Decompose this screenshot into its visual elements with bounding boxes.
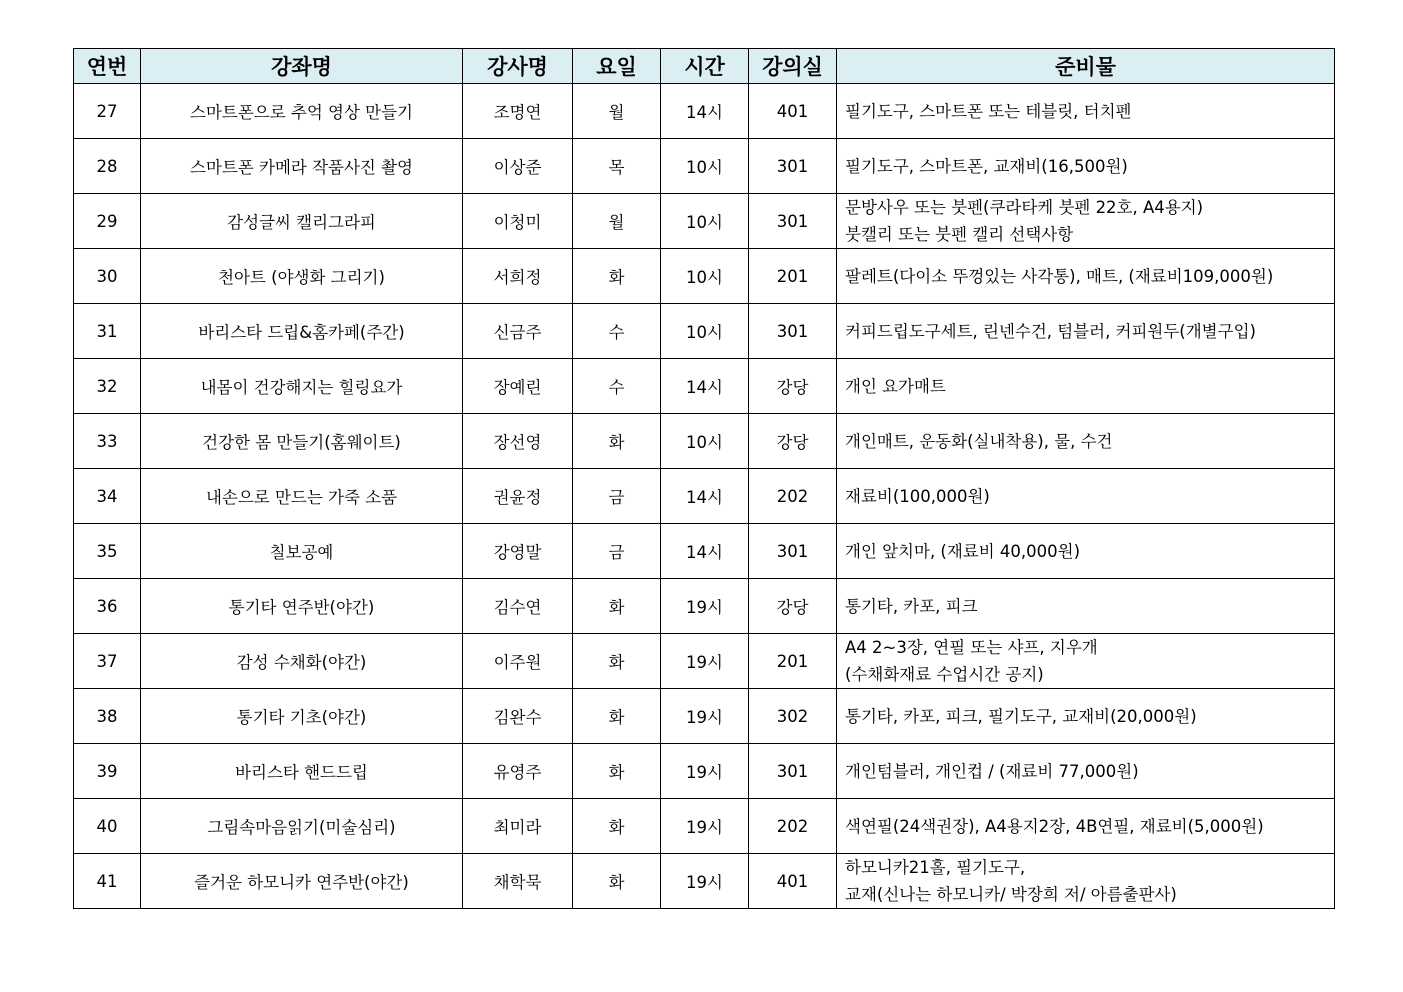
cell-room: 강당 (749, 579, 837, 634)
cell-day: 화 (573, 744, 661, 799)
cell-instructor: 강영말 (463, 524, 573, 579)
cell-instructor: 조명연 (463, 84, 573, 139)
table-row (74, 634, 1335, 689)
table-body (74, 84, 1335, 909)
table-row (74, 744, 1335, 799)
cell-day: 화 (573, 854, 661, 909)
cell-instructor: 채학묵 (463, 854, 573, 909)
cell-instructor: 김완수 (463, 689, 573, 744)
cell-time: 19시 (661, 854, 749, 909)
table-row (74, 689, 1335, 744)
header-room: 강의실 (749, 49, 837, 84)
cell-room: 301 (749, 194, 837, 249)
cell-no: 29 (74, 194, 141, 249)
table-row (74, 799, 1335, 854)
materials-line: 통기타, 카포, 피크 (845, 596, 978, 616)
table-row (74, 854, 1335, 909)
table-row (74, 524, 1335, 579)
cell-instructor: 이청미 (463, 194, 573, 249)
materials-line: 교재(신나는 하모니카/ 박장희 저/ 아름출판사) (845, 885, 1177, 904)
cell-room: 301 (749, 524, 837, 579)
materials-line: 개인텀블러, 개인컵 / (재료비 77,000원) (845, 761, 1139, 781)
cell-day: 화 (573, 579, 661, 634)
cell-day: 수 (573, 304, 661, 359)
header-instructor: 강사명 (463, 49, 573, 84)
cell-course: 바리스타 드립&홈카페(주간) (141, 304, 463, 359)
materials-line: A4 2~3장, 연필 또는 샤프, 지우개 (845, 638, 1098, 657)
cell-no: 38 (74, 689, 141, 744)
header-no: 연번 (74, 49, 141, 84)
table-row (74, 194, 1335, 249)
cell-no: 33 (74, 414, 141, 469)
cell-time: 19시 (661, 689, 749, 744)
cell-instructor: 유영주 (463, 744, 573, 799)
cell-course: 감성글씨 캘리그라피 (141, 194, 463, 249)
cell-no: 36 (74, 579, 141, 634)
cell-instructor: 서희정 (463, 249, 573, 304)
table-row (74, 469, 1335, 524)
table-row (74, 579, 1335, 634)
materials-line: 문방사우 또는 붓펜(쿠라타케 붓펜 22호, A4용지) (845, 198, 1204, 217)
cell-materials (837, 359, 1335, 414)
materials-line: (수채화재료 수업시간 공지) (845, 665, 1044, 684)
cell-time: 10시 (661, 139, 749, 194)
materials-line: 하모니카21홀, 필기도구, (845, 858, 1026, 877)
cell-day: 화 (573, 249, 661, 304)
materials-line: 재료비(100,000원) (845, 486, 990, 506)
cell-materials (837, 304, 1335, 359)
cell-room: 301 (749, 744, 837, 799)
cell-time: 10시 (661, 414, 749, 469)
cell-materials (837, 414, 1335, 469)
cell-day: 화 (573, 414, 661, 469)
cell-time: 14시 (661, 524, 749, 579)
materials-line: 개인 요가매트 (845, 376, 946, 396)
materials-line: 팔레트(다이소 뚜껑있는 사각통), 매트, (재료비109,000원) (845, 266, 1274, 286)
cell-day: 금 (573, 524, 661, 579)
cell-room: 401 (749, 854, 837, 909)
cell-room: 201 (749, 249, 837, 304)
header-course: 강좌명 (141, 49, 463, 84)
cell-course: 즐거운 하모니카 연주반(야간) (141, 854, 463, 909)
materials-line: 붓캘리 또는 붓펜 캘리 선택사항 (845, 225, 1074, 244)
cell-materials (837, 249, 1335, 304)
cell-instructor: 장선영 (463, 414, 573, 469)
cell-instructor: 최미라 (463, 799, 573, 854)
cell-time: 10시 (661, 249, 749, 304)
cell-day: 화 (573, 689, 661, 744)
cell-no: 37 (74, 634, 141, 689)
cell-day: 목 (573, 139, 661, 194)
cell-materials (837, 194, 1335, 249)
header-row (74, 49, 1335, 84)
table-row (74, 249, 1335, 304)
materials-line: 필기도구, 스마트폰, 교재비(16,500원) (845, 156, 1128, 176)
cell-room: 401 (749, 84, 837, 139)
cell-room: 강당 (749, 359, 837, 414)
materials-line: 통기타, 카포, 피크, 필기도구, 교재비(20,000원) (845, 706, 1197, 726)
cell-room: 201 (749, 634, 837, 689)
cell-instructor: 권윤정 (463, 469, 573, 524)
materials-line: 커피드립도구세트, 린넨수건, 텀블러, 커피원두(개별구입) (845, 321, 1256, 341)
cell-course: 내손으로 만드는 가죽 소품 (141, 469, 463, 524)
cell-instructor: 이상준 (463, 139, 573, 194)
cell-time: 19시 (661, 634, 749, 689)
cell-course: 감성 수채화(야간) (141, 634, 463, 689)
cell-no: 34 (74, 469, 141, 524)
cell-instructor: 장예린 (463, 359, 573, 414)
cell-day: 월 (573, 84, 661, 139)
materials-line: 필기도구, 스마트폰 또는 테블릿, 터치펜 (845, 101, 1132, 121)
table-row (74, 84, 1335, 139)
cell-no: 30 (74, 249, 141, 304)
cell-course: 그림속마음읽기(미술심리) (141, 799, 463, 854)
cell-room: 302 (749, 689, 837, 744)
cell-course: 천아트 (야생화 그리기) (141, 249, 463, 304)
cell-time: 10시 (661, 194, 749, 249)
cell-instructor: 신금주 (463, 304, 573, 359)
cell-materials (837, 799, 1335, 854)
cell-day: 월 (573, 194, 661, 249)
header-materials: 준비물 (837, 49, 1335, 84)
cell-materials (837, 84, 1335, 139)
cell-no: 41 (74, 854, 141, 909)
cell-room: 202 (749, 469, 837, 524)
materials-line: 색연필(24색권장), A4용지2장, 4B연필, 재료비(5,000원) (845, 816, 1264, 836)
table-row (74, 359, 1335, 414)
cell-day: 수 (573, 359, 661, 414)
cell-no: 40 (74, 799, 141, 854)
cell-day: 금 (573, 469, 661, 524)
cell-time: 14시 (661, 84, 749, 139)
cell-no: 28 (74, 139, 141, 194)
cell-course: 통기타 기초(야간) (141, 689, 463, 744)
cell-materials (837, 854, 1335, 909)
header-time: 시간 (661, 49, 749, 84)
cell-room: 301 (749, 304, 837, 359)
materials-line: 개인 앞치마, (재료비 40,000원) (845, 541, 1081, 561)
cell-room: 301 (749, 139, 837, 194)
table-row (74, 304, 1335, 359)
cell-time: 19시 (661, 799, 749, 854)
cell-materials (837, 139, 1335, 194)
table-row (74, 414, 1335, 469)
cell-materials (837, 579, 1335, 634)
table-row (74, 139, 1335, 194)
cell-time: 19시 (661, 744, 749, 799)
cell-materials (837, 469, 1335, 524)
cell-no: 39 (74, 744, 141, 799)
course-schedule-table (73, 48, 1335, 909)
cell-materials (837, 524, 1335, 579)
cell-time: 14시 (661, 469, 749, 524)
cell-course: 스마트폰으로 추억 영상 만들기 (141, 84, 463, 139)
cell-no: 27 (74, 84, 141, 139)
cell-course: 칠보공예 (141, 524, 463, 579)
cell-course: 스마트폰 카메라 작품사진 촬영 (141, 139, 463, 194)
cell-course: 내몸이 건강해지는 힐링요가 (141, 359, 463, 414)
cell-room: 강당 (749, 414, 837, 469)
cell-instructor: 김수연 (463, 579, 573, 634)
cell-no: 32 (74, 359, 141, 414)
cell-materials (837, 744, 1335, 799)
cell-no: 35 (74, 524, 141, 579)
cell-course: 건강한 몸 만들기(홈웨이트) (141, 414, 463, 469)
cell-course: 바리스타 핸드드립 (141, 744, 463, 799)
cell-course: 통기타 연주반(야간) (141, 579, 463, 634)
cell-time: 10시 (661, 304, 749, 359)
header-day: 요일 (573, 49, 661, 84)
cell-no: 31 (74, 304, 141, 359)
cell-materials (837, 689, 1335, 744)
materials-line: 개인매트, 운동화(실내착용), 물, 수건 (845, 431, 1113, 451)
cell-materials (837, 634, 1335, 689)
cell-instructor: 이주원 (463, 634, 573, 689)
cell-day: 화 (573, 634, 661, 689)
cell-time: 19시 (661, 579, 749, 634)
cell-day: 화 (573, 799, 661, 854)
cell-time: 14시 (661, 359, 749, 414)
cell-room: 202 (749, 799, 837, 854)
